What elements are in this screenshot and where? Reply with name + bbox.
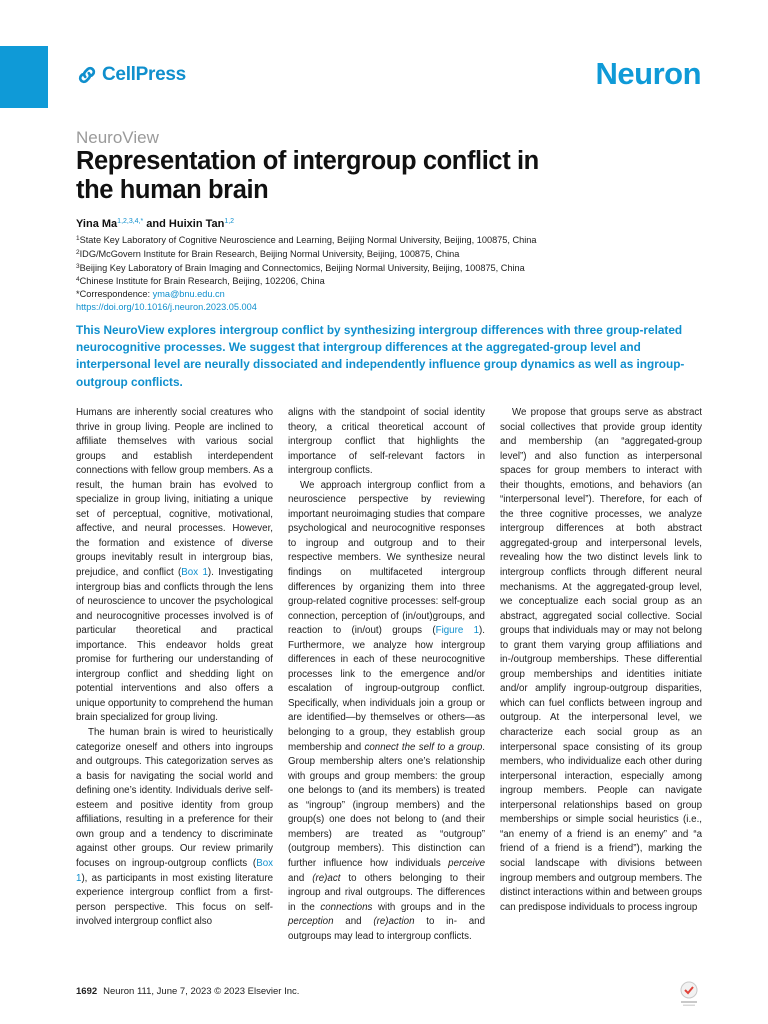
affiliations	[76, 233, 537, 314]
author-affil-marker[interactable]: 1,2,3,4,*	[117, 218, 144, 225]
correspondence: *Correspondence: yma@bnu.edu.cn	[76, 289, 225, 300]
author-affil-marker[interactable]: 1,2	[224, 218, 235, 225]
body-column-2	[288, 406, 485, 944]
header-accent-bar	[0, 46, 48, 108]
body-column-1	[76, 406, 273, 930]
box-reference-link[interactable]: Box 1	[76, 857, 273, 884]
figure-reference-link[interactable]: Figure 1	[435, 625, 480, 637]
author-list	[76, 218, 234, 230]
author-name: Huixin Tan	[168, 218, 225, 230]
body-paragraph: We propose that groups serve as abstract social collectives that provide group identity and membership (an “aggregated-group level”) and also function as interpersonal spaces for group members to interact with their thoughts, emotions, and behaviors (an “interpersonal level”). Therefore, for each of the three cognitive processes, we analyze intergroup differences at both abstract aggregated-group and interpersonal levels, revealing how the two distinct levels link to intergroup conflicts through different neural mechanisms. At the aggregated-group level, we conceptualize each social group as an abstract, aggregated social collective. Social groups that individuals may or may not belong to grant them varying group affiliations and in-/outgroup memberships. These differential group memberships and identities initiate and/or amplify ingroup-outgroup disparities, which can fuel conflicts between ingroup and outgroup. At the interpersonal level, we characterize each social group as an interpersonal space consisting of its group members, who individualize each other during interpersonal interaction, especially among ingroup members. People can navigate interpersonal relationships based on group memberships or simple social heuristics (i.e., “an enemy of a friend is an enemy” and “a friend of a friend is a friend”), marking the social landscape with divisions between ingroup members and outgroup members. The distinct interactions within and between groups can predispose individuals to process ingroup	[500, 407, 702, 913]
body-paragraph: We approach intergroup conflict from a neuroscience perspective by reviewing important neuroimaging studies that compare psychological and neurocognitive responses to ingroup and outgroup and to their respective members. We synthesize neural findings on multifaceted intergroup differences by organizing them into three group-related cognitive processes: self-group connection, perception of (in/out)groups, and reaction to (in/out) groups (Figure 1). Furthermore, we analyze how intergroup differences in each of these neurocognitive processes link to the emergence and/or escalation of ingroup-outgroup conflict. Specifically, when individuals join a group or are identified—by themselves or others—as belonging to a group, they establish group membership and connect the self to a group. Group membership alters one’s relationship with groups and group members: the group one belongs to (and its members) is treated as “ingroup” (ingroup members) and the group(s) one does not belong to (and their members) are treated as “outgroup” (outgroup members). This distinction can further influence how individuals perceive and (re)act to others belonging to their ingroup and rival outgroups. The differences in the connections with groups and in the perception and (re)action to in- and outgroups may lead to intergroup conflicts.	[288, 479, 485, 942]
journal-name[interactable]: Neuron	[595, 56, 701, 91]
affiliation-item: $^2$IDG/McGovern Institute for Brain Research, Beijing Normal University, Beijing, 100875, China	[76, 248, 460, 259]
footer-citation: Neuron 111, June 7, 2023 © 2023 Elsevier Inc.	[103, 986, 300, 997]
body-paragraph: The human brain is wired to heuristically categorize oneself and others into ingroups and outgroups. This categorization serves as a basis for navigating the social world and defining one’s identity. Individuals derive self-esteem and positive identity from group affiliations, resulting in a preference for their own group and a tendency to discriminate against other groups. Our review primarily focuses on ingroup-outgroup conflicts (Box 1), as participants in most existing literature experience intergroup conflict from a first-person perspective. This focus on self-involved intergroup conflict also	[76, 727, 273, 928]
check-for-updates-icon[interactable]	[678, 980, 700, 1008]
affiliation-item: $^4$Chinese Institute for Brain Research, Beijing, 102206, China	[76, 276, 325, 287]
cellpress-link-icon	[76, 64, 98, 86]
page-number: 1692	[76, 986, 98, 997]
affiliation-item: $^3$Beijing Key Laboratory of Brain Imaging and Connectomics, Beijing Normal University, Beijing, 100875, China	[76, 262, 525, 273]
article-title: Representation of intergroup conflict in the human brain	[76, 147, 539, 204]
author-name: Yina Ma	[76, 218, 118, 230]
publisher-name: CellPress	[102, 64, 186, 85]
correspondence-email-link[interactable]: yma@bnu.edu.cn	[152, 289, 225, 300]
section-label: NeuroView	[76, 128, 159, 147]
body-paragraph: aligns with the standpoint of social identity theory, a critical theoretical account of intergroup conflict that highlights the importance of self-relevant factors in intergroup conflicts.	[288, 407, 485, 477]
body-column-3	[500, 406, 702, 915]
abstract: This NeuroView explores intergroup conflict by synthesizing intergroup differences with three group-related neurocognitive processes. We suggest that intergroup differences at the aggregated-group level and interpersonal level are neurally dissociated and independently influence group dynamics as well as ingroup-outgroup conflicts.	[76, 323, 685, 389]
page-footer	[76, 986, 299, 997]
body-paragraph: Humans are inherently social creatures who thrive in group living. People are inclined to affiliate themselves with various social groups and establish interdependent connections with fellow group members. As a result, the human brain has evolved to specialize in group living, initiating a unique set of perceptual, cognitive, motivational, affective, and neural processes. However, the formation and existence of diverse groups inevitably result in intergroup bias, prejudice, and conflict (Box 1). Investigating intergroup bias and conflicts through the lens of neuroscience to uncover the psychological and neurocognitive processes involved is of particular theoretical and practical importance. This endeavor holds great promise for furthering our understanding of intergroup conflict and shedding light on potential interventions and also offers a unique opportunity to comprehend the human brain specialized for group living.	[76, 407, 273, 724]
affiliation-item: $^1$State Key Laboratory of Cognitive Neuroscience and Learning, Beijing Normal University, Beijing, 100875, China	[76, 235, 537, 245]
doi-link[interactable]: https://doi.org/10.1016/j.neuron.2023.05.004	[76, 301, 257, 312]
box-reference-link[interactable]: Box 1	[181, 567, 208, 579]
cellpress-logo[interactable]	[76, 64, 186, 86]
author-joiner: and	[143, 218, 169, 230]
